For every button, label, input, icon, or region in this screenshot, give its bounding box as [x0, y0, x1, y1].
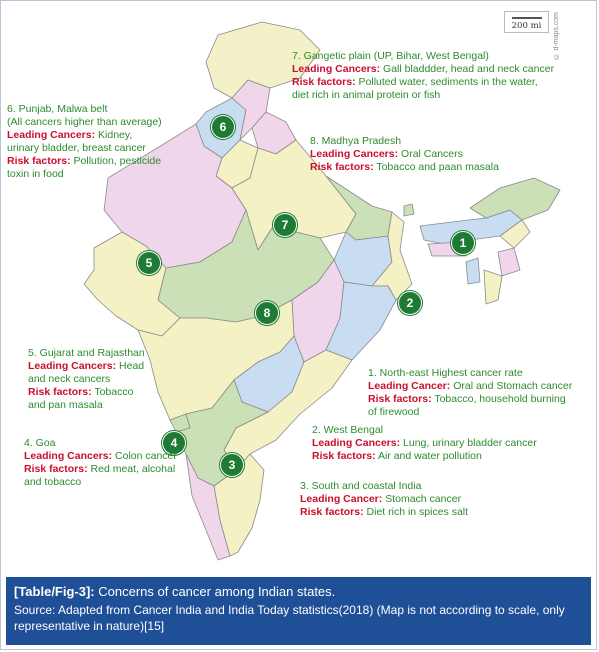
caption-title [14, 583, 583, 600]
marker-5: 5 [137, 251, 161, 275]
annotation-5-leading-cont: and neck cancers [28, 373, 111, 385]
region-tripura [466, 258, 480, 284]
region-sikkim [404, 204, 414, 216]
annotation-6-leading: Leading Cancers: Kidney, [7, 129, 133, 141]
map-credit: © d-maps.com [553, 12, 560, 60]
annotation-1-risk-cont: of firewood [368, 406, 420, 418]
marker-8: 8 [255, 301, 279, 325]
annotation-4 [24, 437, 177, 489]
annotation-2-leading: Leading Cancers: Lung, urinary bladder cancer [312, 437, 537, 449]
annotation-5-title: 5. Gujarat and Rajasthan [28, 347, 145, 359]
annotation-7-risk: Risk factors: Polluted water, sediments in the water, [292, 76, 538, 88]
annotation-1-title: 1. North-east Highest cancer rate [368, 367, 523, 379]
caption-label: [Table/Fig-3]: [14, 584, 95, 599]
annotation-5-risk-cont: and pan masala [28, 399, 103, 411]
annotation-2-risk: Risk factors: Air and water pollution [312, 450, 482, 462]
annotation-7 [292, 50, 554, 102]
annotation-4-risk: Risk factors: Red meat, alcohal [24, 463, 176, 475]
marker-6: 6 [211, 115, 235, 139]
annotation-6-title: 6. Punjab, Malwa belt [7, 103, 108, 115]
annotation-7-title: 7. Gangetic plain (UP, Bihar, West Bengal) [292, 50, 489, 62]
annotation-6-leading-cont: urinary bladder, breast cancer [7, 142, 146, 154]
annotation-1-risk: Risk factors: Tobacco, household burning [368, 393, 566, 405]
annotation-3-risk: Risk factors: Diet rich in spices salt [300, 506, 469, 518]
annotation-8-leading: Leading Cancers: Oral Cancers [310, 148, 463, 160]
annotation-8-title: 8. Madhya Pradesh [310, 135, 402, 147]
annotation-3-title: 3. South and coastal India [300, 480, 422, 492]
marker-3: 3 [220, 453, 244, 477]
annotation-2-title: 2. West Bengal [312, 424, 384, 436]
caption-source: Source: Adapted from Cancer India and India Today statistics(2018) (Map is not according to scale, only representative in nature)[15] [14, 603, 565, 633]
annotation-3-leading: Leading Cancer: Stomach cancer [300, 493, 462, 505]
annotation-7-risk-cont: diet rich in animal protein or fish [292, 89, 441, 101]
annotation-3 [300, 480, 468, 519]
scale-bar [504, 11, 549, 33]
annotation-4-title: 4. Goa [24, 437, 56, 449]
scale-bar-label: 200 mi [511, 21, 542, 31]
region-arunachal [470, 178, 560, 220]
marker-1: 1 [451, 231, 475, 255]
marker-4: 4 [162, 431, 186, 455]
annotation-5-risk: Risk factors: Tobacco [28, 386, 134, 398]
marker-2: 2 [398, 291, 422, 315]
annotation-8-risk: Risk factors: Tobacco and paan masala [310, 161, 499, 173]
annotation-5 [28, 347, 145, 412]
figure-caption [6, 577, 591, 645]
region-mizoram [484, 270, 502, 304]
annotation-7-leading: Leading Cancers: Gall bladdder, head and neck cancer [292, 63, 555, 75]
annotation-8 [310, 135, 499, 174]
annotation-6-subtitle: (All cancers higher than average) [7, 116, 162, 128]
annotation-6 [7, 103, 162, 181]
annotation-6-risk: Risk factors: Pollution, pesticide [7, 155, 162, 167]
annotation-1 [368, 367, 572, 419]
annotation-4-risk-cont: and tobacco [24, 476, 82, 488]
annotation-2 [312, 424, 537, 463]
caption-title-text: Concerns of cancer among Indian states. [94, 584, 336, 599]
annotation-4-leading: Leading Cancers: Colon cancer [24, 450, 177, 462]
annotation-5-leading: Leading Cancers: Head [28, 360, 145, 372]
annotation-6-risk-cont: toxin in food [7, 168, 64, 180]
region-manipur [498, 248, 520, 276]
scale-bar-line [512, 17, 542, 19]
marker-7: 7 [273, 213, 297, 237]
annotation-1-leading: Leading Cancer: Oral and Stomach cancer [368, 380, 573, 392]
